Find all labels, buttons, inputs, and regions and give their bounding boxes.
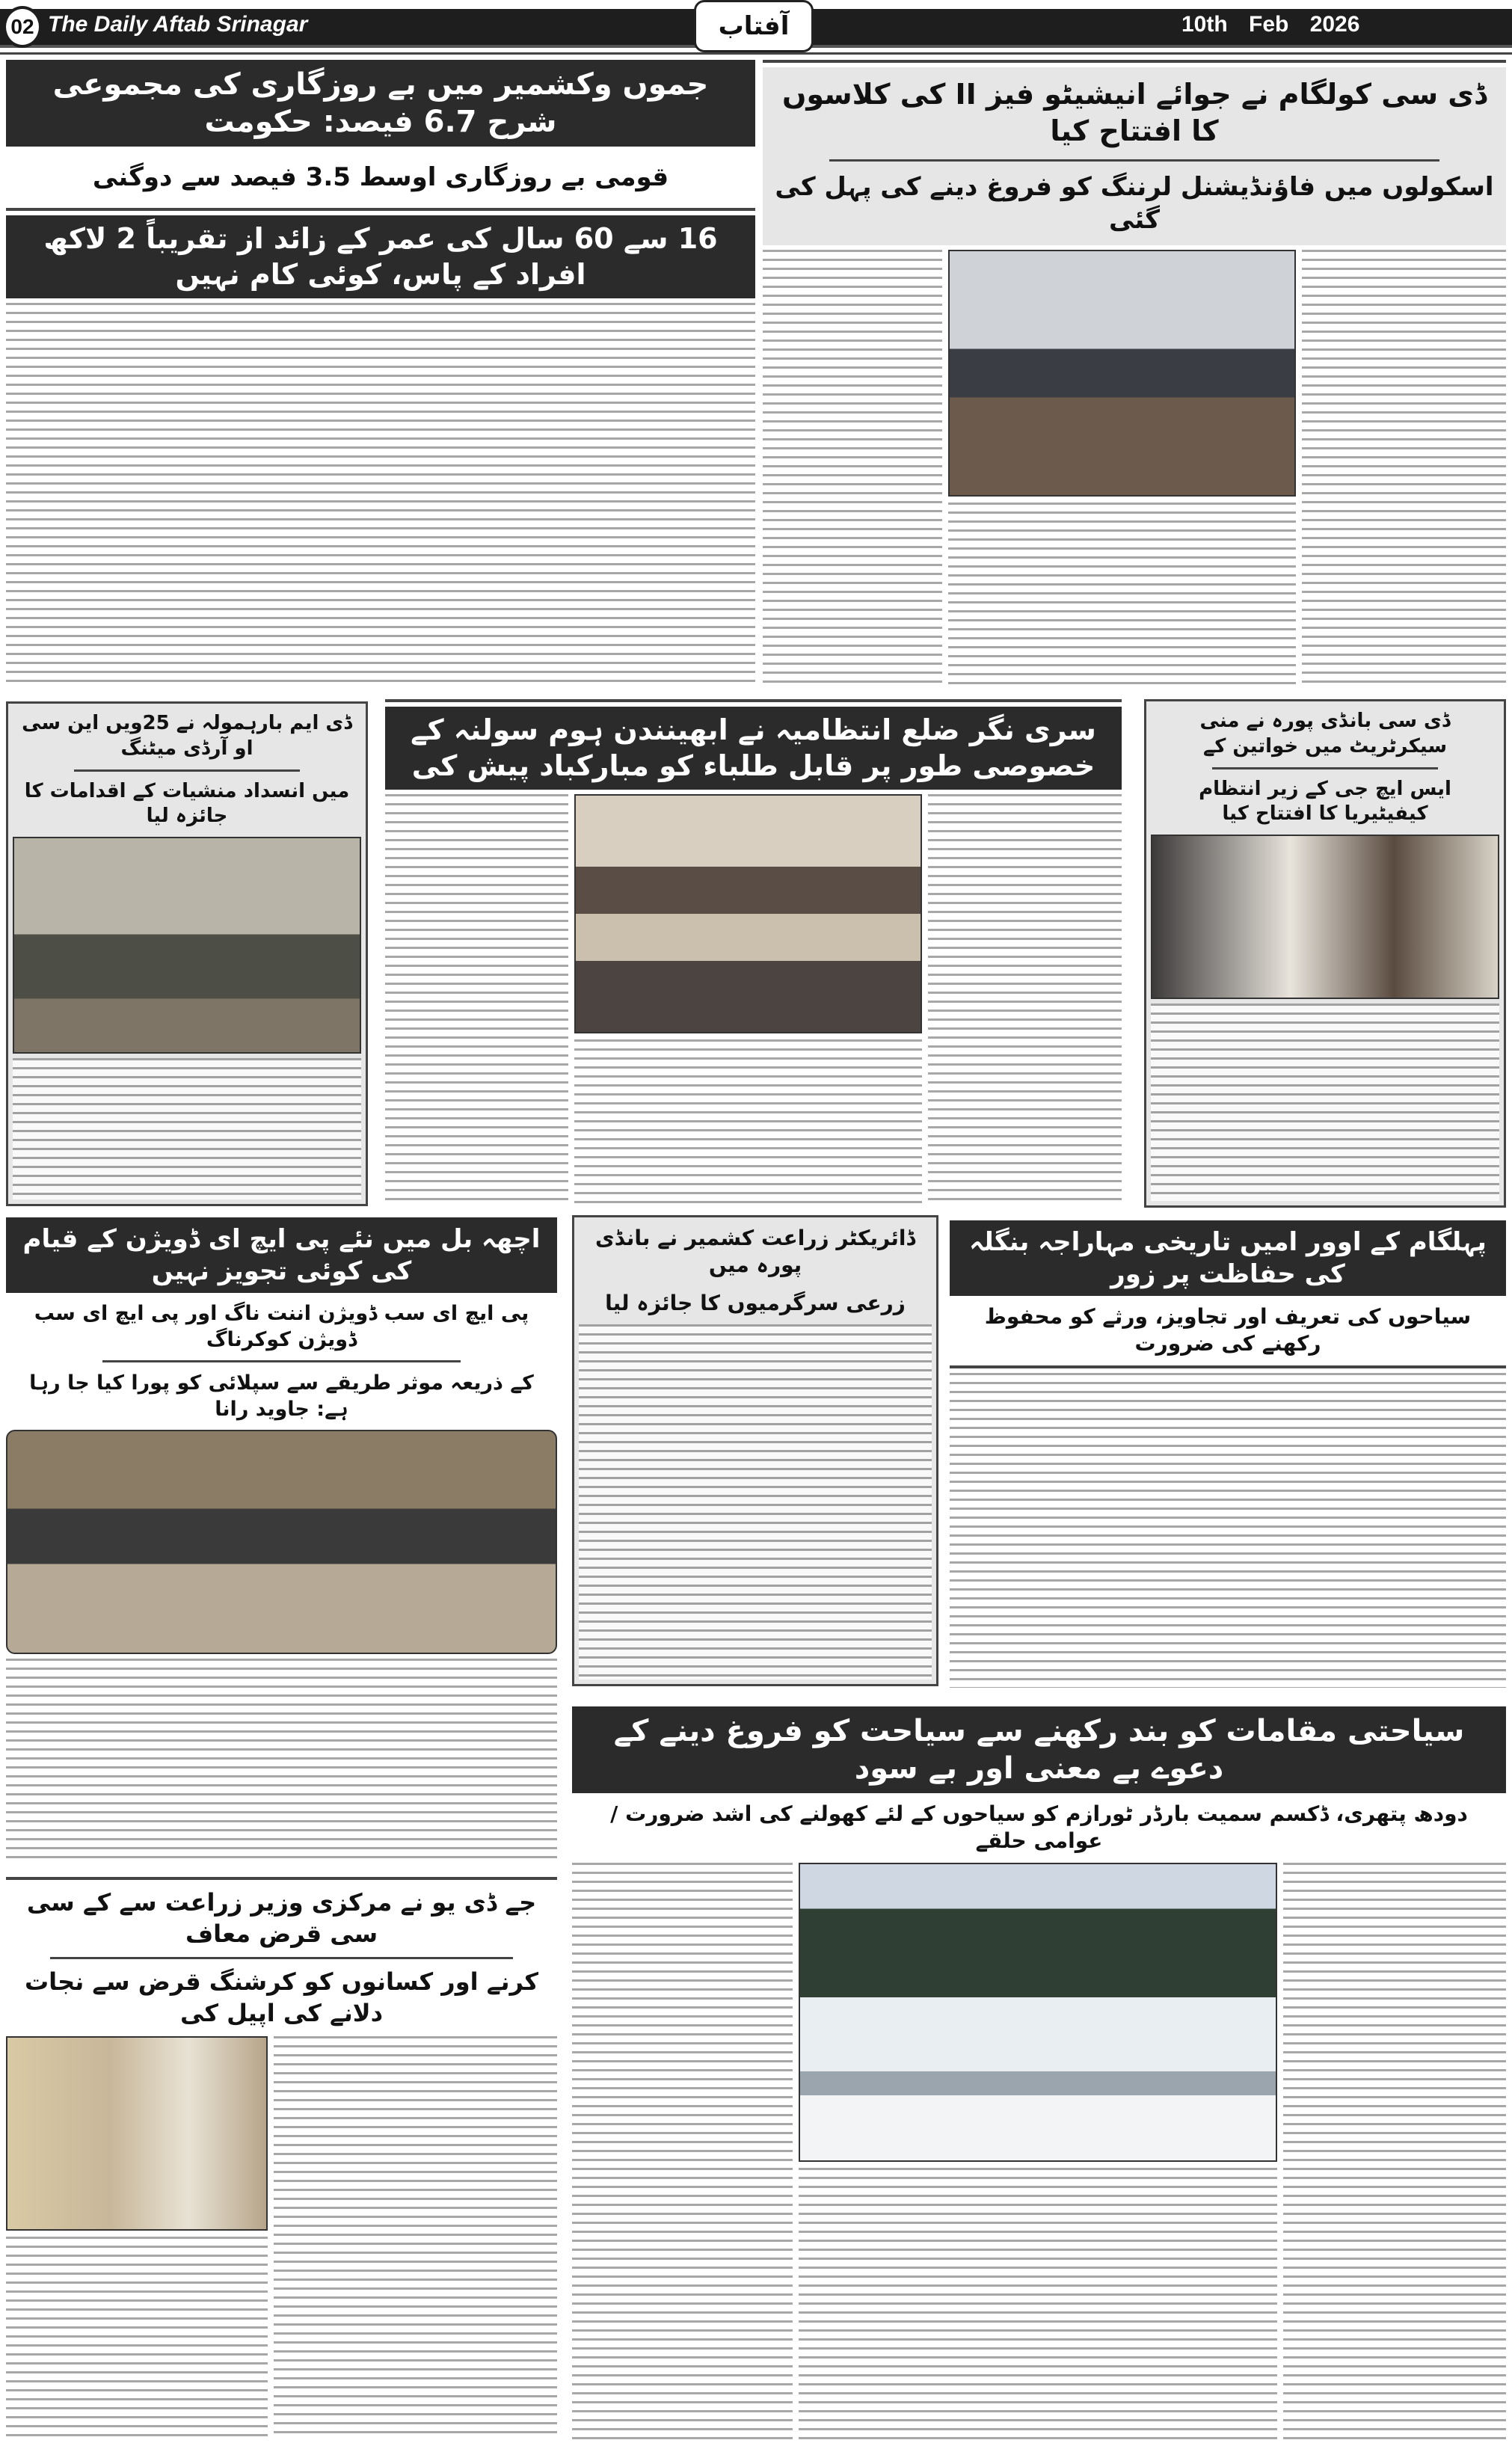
subhead-bandipora: ایس ایچ جی کے زیر انتظام کیفیٹیریا کا افتتاح کیا <box>1199 777 1451 826</box>
headline-tourism: سیاحتی مقامات کو بند رکھنے سے سیاحت کو فروغ دینے کے دعوے بے معنی اور بے سود <box>572 1706 1506 1793</box>
article-body-text <box>948 503 1296 688</box>
divider <box>950 1365 1506 1368</box>
photo-assembly <box>6 1430 557 1654</box>
story-kulgam <box>763 60 1506 688</box>
article-body-text <box>1302 250 1506 688</box>
subhead-unemployment: قومی بے روزگاری اوسط 3.5 فیصد سے دوگنی <box>92 162 669 192</box>
headline-bandipora: ڈی سی بانڈی پورہ نے منی سیکرٹریٹ میں خواتین کے <box>1199 710 1451 758</box>
headline-baramulla: ڈی ایم بارہمولہ نے 25ویں این سی او آرڈی میٹنگ <box>22 712 352 760</box>
photo-jdu-leader <box>6 2036 268 2231</box>
story-box-baramulla <box>6 701 368 1206</box>
subhead-achabal-2: کے ذریعہ موثر طریقے سے سپلائی کو پورا کیا جا رہا ہے: جاوید رانا <box>29 1371 534 1422</box>
article-body-text <box>6 303 755 688</box>
paper-name: The Daily Aftab Srinagar <box>48 12 308 37</box>
divider <box>74 769 301 772</box>
page-number: 02 <box>3 6 42 48</box>
headline-achabal: اچھہ بل میں نئے پی ایچ ای ڈویژن کے قیام کی کوئی تجویز نہیں <box>6 1217 557 1293</box>
divider <box>6 1877 557 1880</box>
story-box-bandipora <box>1144 699 1506 1208</box>
headline-srinagar: سری نگر ضلع انتظامیہ نے ابھینندن ہوم سولنہ کے خصوصی طور پر قابل طلباء کو مبارکباد پیش کی <box>385 707 1122 790</box>
story-tourism <box>572 1706 1506 2439</box>
divider <box>385 699 1122 702</box>
divider <box>102 1360 461 1362</box>
subhead-agriculture: زرعی سرگرمیوں کا جائزہ لیا <box>605 1290 906 1315</box>
newspaper-logo: آفتاب <box>694 0 814 52</box>
photo-srinagar-students <box>574 794 922 1033</box>
article-body-text <box>950 1373 1506 1688</box>
divider <box>6 208 755 211</box>
story-unemployment <box>6 60 755 688</box>
headline-pahalgam: پہلگام کے اوور امیں تاریخی مہاراجہ بنگلہ کی حفاظت پر زور <box>950 1220 1506 1296</box>
divider <box>50 1957 513 1959</box>
article-body-text <box>574 1039 922 1206</box>
photo-bandipora-cafeteria <box>1151 835 1499 999</box>
divider <box>763 60 1506 63</box>
article-body-text <box>763 250 942 688</box>
story-jdu <box>6 1877 557 2439</box>
article-body-text <box>928 794 1122 1206</box>
article-body-text <box>385 794 568 1206</box>
article-body-text <box>1151 1004 1499 1201</box>
article-body-text <box>6 1659 557 1860</box>
story-achabal <box>6 1217 557 1860</box>
subhead-achabal: پی ایچ ای سب ڈویژن اننت ناگ اور پی ایچ ای سب ڈویژن کوکرناگ <box>34 1302 529 1352</box>
photo-baramulla-meeting <box>13 837 361 1054</box>
divider <box>0 52 1512 55</box>
headline-kulgam: ڈی سی کولگام نے جوائے انیشیٹو فیز II کی کلاسوں کا افتتاح کیا <box>781 78 1487 148</box>
headline-jdu: جے ڈی یو نے مرکزی وزیر زراعت سے کے سی سی قرض معاف <box>26 1888 537 1948</box>
headline-unemployment: جموں وکشمیر میں بے روزگاری کی مجموعی شرح 6.7 فیصد: حکومت <box>6 60 755 147</box>
photo-kulgam-classes <box>948 250 1296 497</box>
headline-agriculture: ڈائریکٹر زراعت کشمیر نے بانڈی پورہ میں <box>595 1226 915 1278</box>
headline-box <box>763 67 1506 245</box>
subhead-pahalgam: سیاحوں کی تعریف اور تجاویز، ورثے کو محفوظ رکھنے کی ضرورت <box>984 1304 1472 1356</box>
divider <box>1212 767 1439 769</box>
article-body-text <box>579 1324 932 1680</box>
photo-snowy-valley <box>799 1863 1277 2162</box>
article-body-text <box>572 1863 793 2439</box>
story-srinagar <box>385 699 1122 1206</box>
subhead-tourism: دودھ پتھری، ڈکسم سمیت بارڈر ٹورازم کو سیاحوں کے لئے کھولنے کی اشد ضرورت / عوامی حلقے <box>610 1801 1468 1854</box>
story-pahalgam <box>950 1220 1506 1688</box>
article-body-text <box>13 1058 361 1199</box>
article-body-text <box>6 2237 268 2439</box>
article-body-text <box>1283 1863 1506 2439</box>
story-box-agriculture <box>572 1215 938 1686</box>
divider <box>829 159 1439 162</box>
headline-unemployment-2: 16 سے 60 سال کی عمر کے زائد از تقریباً 2 لاکھ افراد کے پاس، کوئی کام نہیں <box>6 215 755 298</box>
issue-date: 10th Feb 2026 <box>1181 12 1360 37</box>
article-body-text <box>799 2168 1277 2439</box>
subhead-baramulla: میں انسداد منشیات کے اقدامات کا جائزہ لیا <box>24 779 350 828</box>
subhead-kulgam: اسکولوں میں فاؤنڈیشنل لرننگ کو فروغ دینے کی پہل کی گئی <box>775 171 1494 235</box>
subhead-jdu: کرنے اور کسانوں کو کرشنگ قرض سے نجات دلانے کی اپیل کی <box>25 1967 538 2027</box>
article-body-text <box>274 2036 557 2439</box>
